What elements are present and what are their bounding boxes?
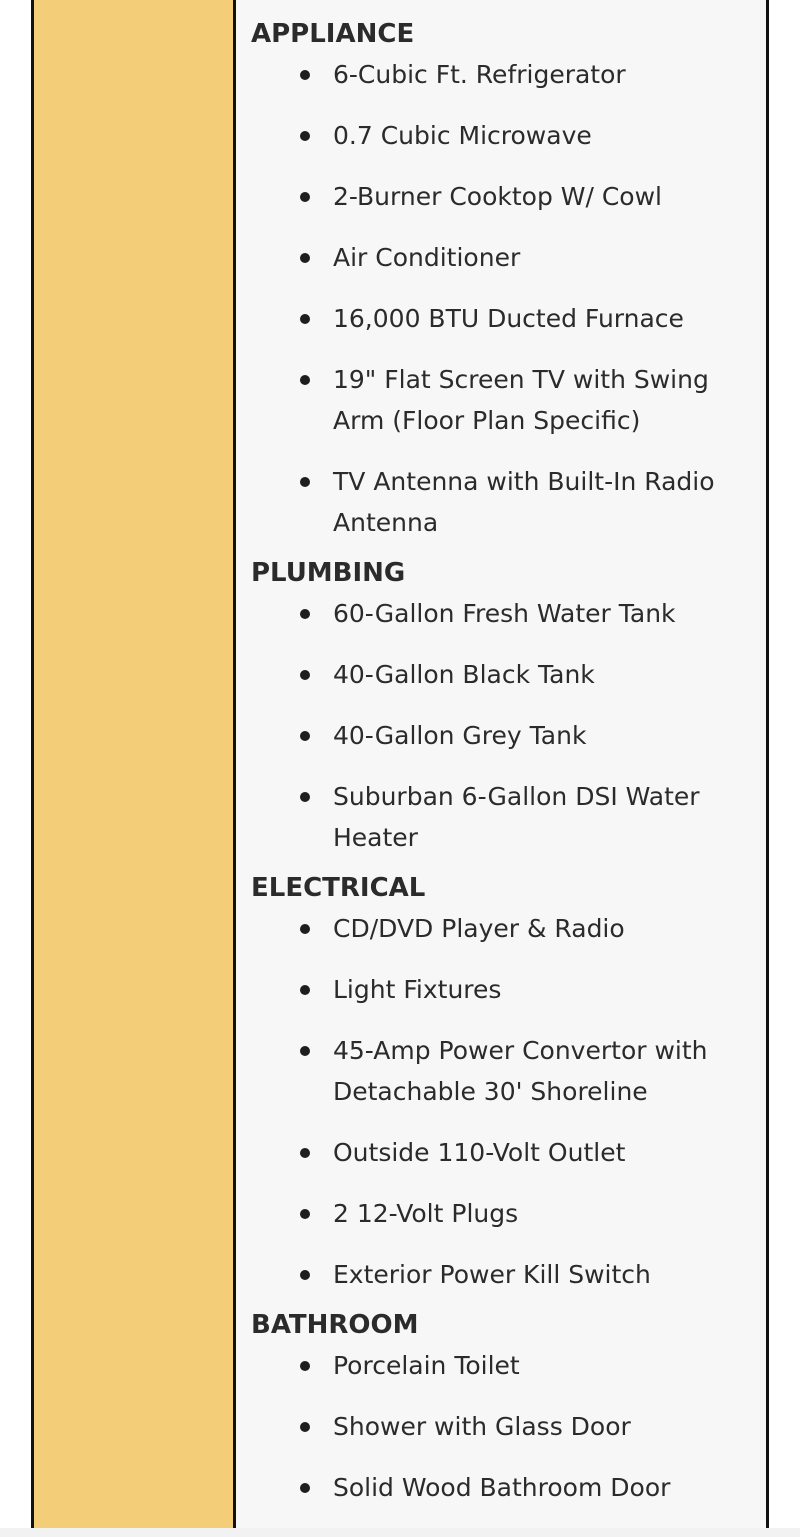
bullet-icon — [300, 1209, 310, 1219]
list-item-text: 40-Gallon Black Tank — [333, 660, 595, 689]
bullet-icon — [300, 670, 310, 680]
list-item-text: 45-Amp Power Convertor with Detachable 30' Shoreline — [333, 1036, 708, 1106]
bullet-icon — [300, 1270, 310, 1280]
bullet-icon — [300, 924, 310, 934]
list-item — [251, 654, 766, 695]
list-item-text: Exterior Power Kill Switch — [333, 1260, 651, 1289]
bullet-icon — [300, 1148, 310, 1158]
list-item — [251, 237, 766, 278]
list-item-text: 16,000 BTU Ducted Furnace — [333, 304, 684, 333]
feature-list — [251, 593, 766, 858]
bullet-icon — [300, 314, 310, 324]
list-item-text: 2 12-Volt Plugs — [333, 1199, 519, 1228]
bullet-icon — [300, 1483, 310, 1493]
category-cell — [34, 0, 236, 1528]
features-table — [31, 0, 769, 1528]
section-heading: PLUMBING — [251, 558, 406, 588]
list-item — [251, 1467, 766, 1508]
feature-list — [251, 54, 766, 543]
list-item — [251, 1345, 766, 1386]
list-item-text: 0.7 Cubic Microwave — [333, 121, 592, 150]
features-cell — [236, 0, 766, 1528]
list-item — [251, 1030, 766, 1112]
section-heading: ELECTRICAL — [251, 873, 426, 903]
bullet-icon — [300, 477, 310, 487]
list-item — [251, 1254, 766, 1295]
list-item — [251, 776, 766, 858]
list-item-text: 60-Gallon Fresh Water Tank — [333, 599, 676, 628]
section-heading: APPLIANCE — [251, 19, 415, 49]
list-item — [251, 461, 766, 543]
list-item-text: 19" Flat Screen TV with Swing Arm (Floor Plan Specific) — [333, 365, 709, 435]
bullet-icon — [300, 985, 310, 995]
list-item-text: Light Fixtures — [333, 975, 502, 1004]
list-item — [251, 359, 766, 441]
list-item-text: Shower with Glass Door — [333, 1412, 631, 1441]
list-item — [251, 1132, 766, 1173]
list-item — [251, 715, 766, 756]
list-item-text: Suburban 6-Gallon DSI Water Heater — [333, 782, 700, 852]
list-item-text: CD/DVD Player & Radio — [333, 914, 625, 943]
list-item-text: 40-Gallon Grey Tank — [333, 721, 587, 750]
list-item — [251, 298, 766, 339]
list-item — [251, 1406, 766, 1447]
bullet-icon — [300, 1422, 310, 1432]
bullet-icon — [300, 375, 310, 385]
feature-list — [251, 1345, 766, 1508]
bullet-icon — [300, 1046, 310, 1056]
list-item — [251, 593, 766, 634]
feature-list — [251, 908, 766, 1295]
section-heading: BATHROOM — [251, 1310, 419, 1340]
bullet-icon — [300, 792, 310, 802]
bullet-icon — [300, 70, 310, 80]
list-item-text: Porcelain Toilet — [333, 1351, 520, 1380]
bullet-icon — [300, 1361, 310, 1371]
bullet-icon — [300, 731, 310, 741]
list-item — [251, 176, 766, 217]
bullet-icon — [300, 253, 310, 263]
list-item — [251, 1193, 766, 1234]
list-item — [251, 54, 766, 95]
list-item — [251, 115, 766, 156]
list-item — [251, 908, 766, 949]
bottom-strip — [0, 1528, 800, 1537]
list-item-text: Outside 110-Volt Outlet — [333, 1138, 626, 1167]
list-item-text: Solid Wood Bathroom Door — [333, 1473, 671, 1502]
list-item-text: 6-Cubic Ft. Refrigerator — [333, 60, 626, 89]
list-item-text: TV Antenna with Built-In Radio Antenna — [333, 467, 715, 537]
bullet-icon — [300, 131, 310, 141]
bullet-icon — [300, 609, 310, 619]
list-item — [251, 969, 766, 1010]
list-item-text: 2-Burner Cooktop W/ Cowl — [333, 182, 662, 211]
list-item-text: Air Conditioner — [333, 243, 521, 272]
bullet-icon — [300, 192, 310, 202]
